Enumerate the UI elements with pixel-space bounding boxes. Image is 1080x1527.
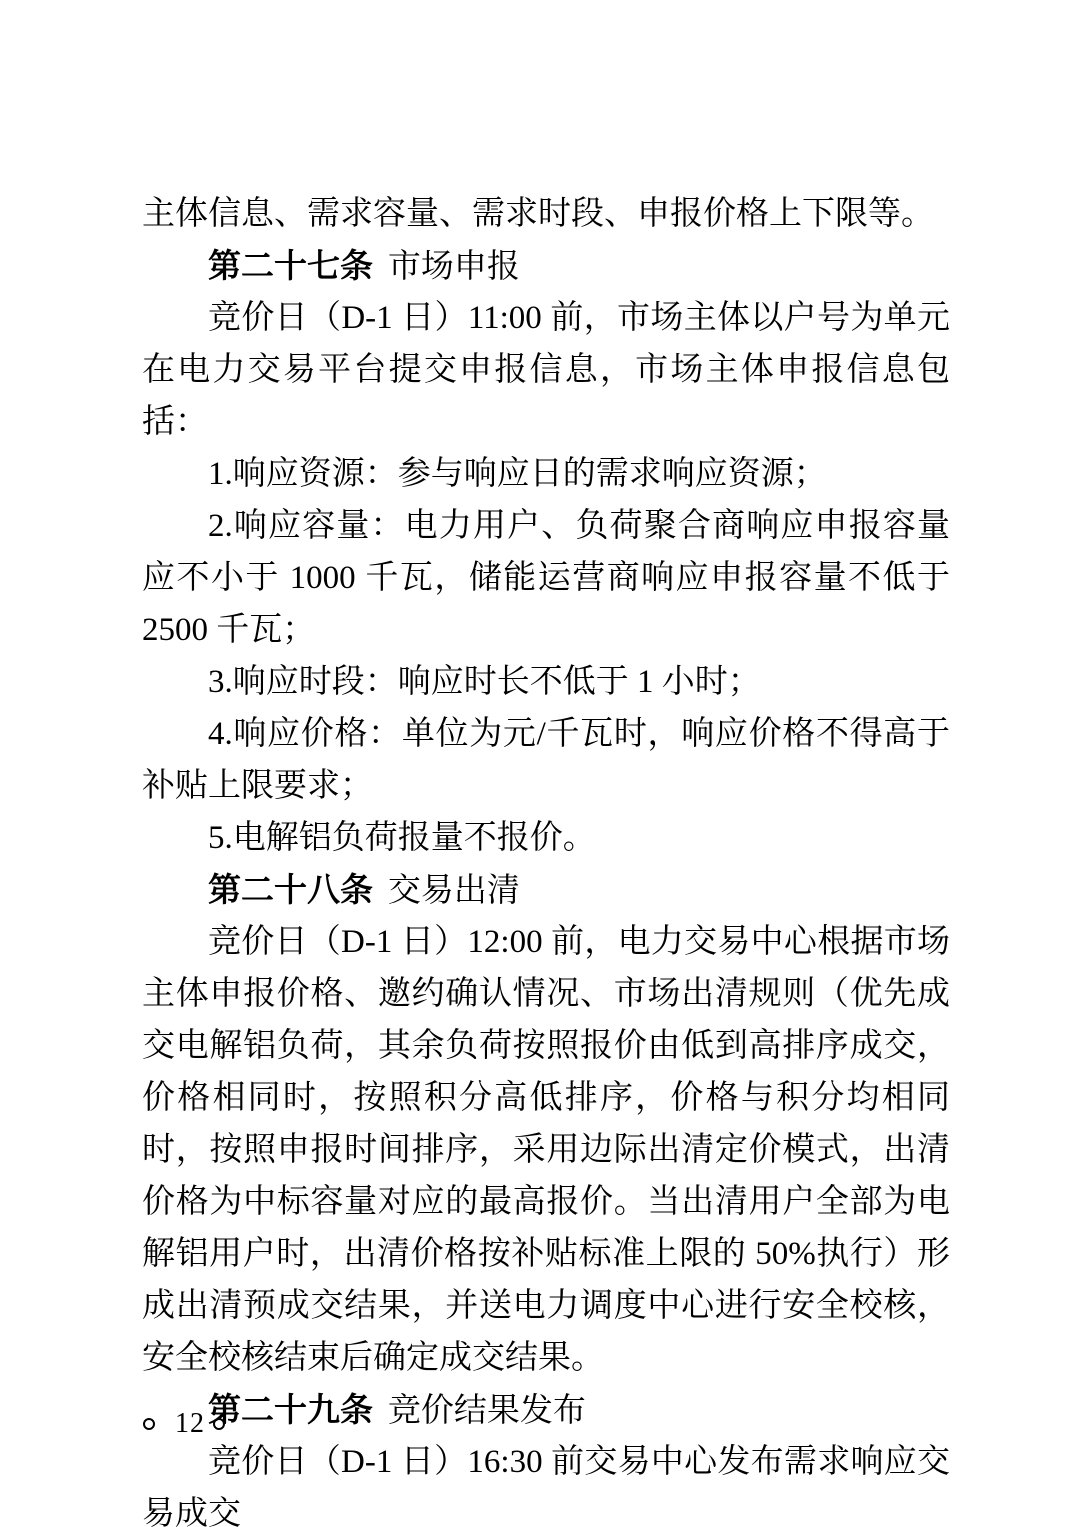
paragraph-text: 竞价日（D-1 日）11:00 前，市场主体以户号为单元在电力交易平台提交申报信息，市场主体申报信息包括： — [142, 300, 950, 440]
page-footer — [143, 1404, 225, 1444]
article-heading — [142, 864, 950, 916]
body-paragraph — [142, 448, 950, 500]
article-number: 第二十七条 — [208, 247, 373, 284]
page-number-ring-right-icon — [213, 1418, 225, 1430]
paragraph-text: 3.响应时段：响应时长不低于 1 小时； — [208, 664, 761, 700]
body-paragraph — [142, 812, 950, 864]
paragraph-text: 市场申报 — [387, 247, 520, 284]
page-number-ring-left-icon — [143, 1418, 155, 1430]
body-paragraph — [142, 500, 950, 656]
paragraph-text: 交易出清 — [387, 871, 520, 908]
article-heading — [142, 240, 950, 292]
page-number: 12 — [175, 1408, 205, 1439]
paragraph-text: 5.电解铝负荷报量不报价。 — [208, 820, 596, 856]
paragraph-text: 1.响应资源：参与响应日的需求响应资源； — [208, 456, 827, 492]
article-heading — [142, 1384, 950, 1436]
document-body — [142, 188, 950, 1527]
paragraph-text: 竞价日（D-1 日）12:00 前，电力交易中心根据市场主体申报价格、邀约确认情况、市场出清规则（优先成交电解铝负荷，其余负荷按照报价由低到高排序成交，价格相同时，按照积分高低排序，价格与积分均相同时，按照申报时间排序，采用边际出清定价模式，出清价格为中标容量对应的最高报价。当出清用户全部为电解铝用户时，出清价格按补贴标准上限的 50%执行）形成出清预成交结果，并送电力调度中心进行安全校核，安全校核结束后确定成交结果。 — [142, 924, 950, 1376]
paragraph-text: 4.响应价格：单位为元/千瓦时，响应价格不得高于补贴上限要求； — [142, 716, 950, 804]
body-paragraph — [142, 708, 950, 812]
body-paragraph — [142, 188, 950, 240]
paragraph-text: 主体信息、需求容量、需求时段、申报价格上下限等。 — [142, 196, 934, 232]
paragraph-text: 竞价日（D-1 日）16:30 前交易中心发布需求响应交易成交 — [142, 1444, 950, 1527]
article-number: 第二十八条 — [208, 871, 373, 908]
body-paragraph — [142, 1436, 950, 1527]
body-paragraph — [142, 656, 950, 708]
paragraph-text: 竞价结果发布 — [387, 1391, 586, 1428]
paragraph-text: 2.响应容量：电力用户、负荷聚合商响应申报容量应不小于 1000 千瓦，储能运营商响应申报容量不低于 2500 千瓦； — [142, 508, 950, 648]
body-paragraph — [142, 916, 950, 1384]
body-paragraph — [142, 292, 950, 448]
article-number: 第二十九条 — [208, 1391, 373, 1428]
